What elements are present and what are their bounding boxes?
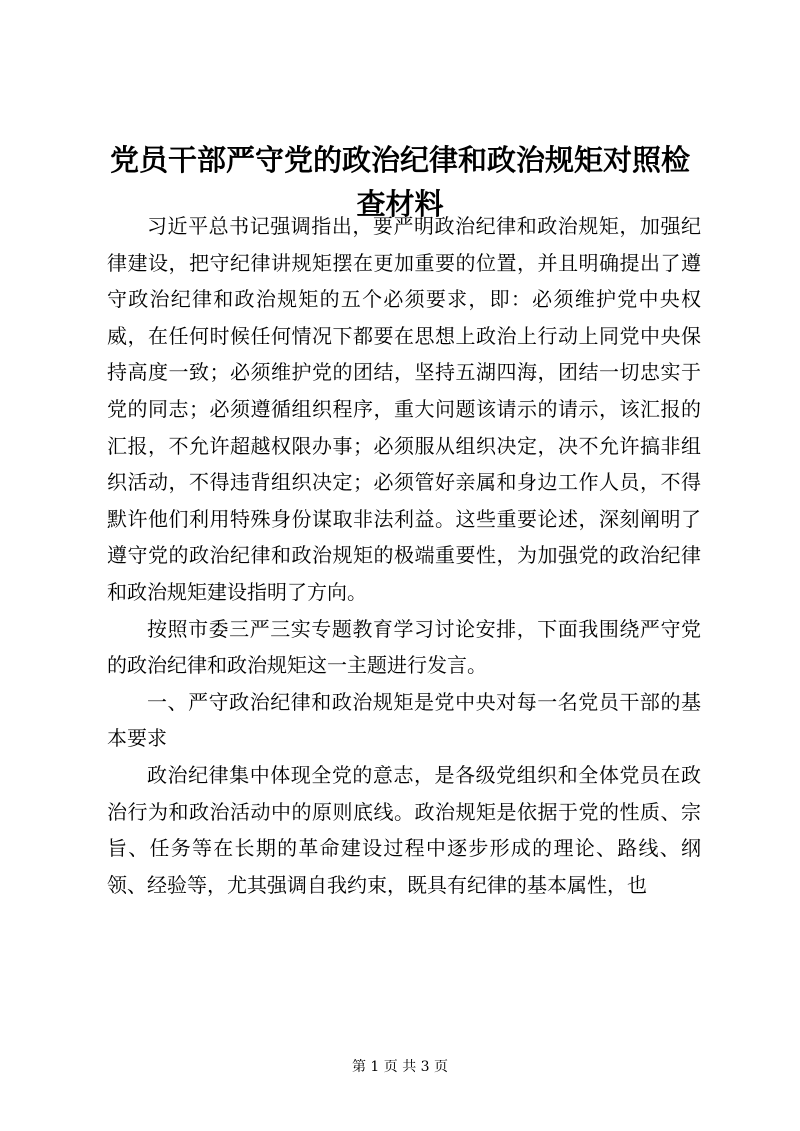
section-heading: 一、严守政治纪律和政治规矩是党中央对每一名党员干部的基本要求 (107, 689, 701, 751)
body-paragraph: 习近平总书记强调指出，要严明政治纪律和政治规矩，加强纪律建设，把守纪律讲规矩摆在更加重要的位置，并且明确提出了遵守政治纪律和政治规矩的五个必须要求，即：必须维护党中央权威，在任何时候任何情况下都要在思想上政治上行动上同党中央保持高度一致；必须维护党的团结，坚持五湖四海，团结一切忠实于党的同志；必须遵循组织程序，重大问题该请示的请示，该汇报的汇报，不允许超越权限办事；必须服从组织决定，决不允许搞非组织活动，不得违背组织决定；必须管好亲属和身边工作人员，不得默许他们利用特殊身份谋取非法利益。这些重要论述，深刻阐明了遵守党的政治纪律和政治规矩的极端重要性，为加强党的政治纪律和政治规矩建设指明了方向。 (107, 214, 701, 604)
body-paragraph: 按照市委三严三实专题教育学习讨论安排，下面我围绕严守党的政治纪律和政治规矩这一主题进行发言。 (107, 616, 701, 678)
body-paragraph: 政治纪律集中体现全党的意志，是各级党组织和全体党员在政治行为和政治活动中的原则底线。政治规矩是依据于党的性质、宗旨、任务等在长期的革命建设过程中逐步形成的理论、路线、纲领、经验等，尤其强调自我约束，既具有纪律的基本属性，也 (107, 762, 701, 897)
document-body (107, 208, 701, 903)
page-footer: 第 1 页 共 3 页 (351, 1059, 449, 1075)
document-title: 党员干部严守党的政治纪律和政治规矩对照检查材料 (109, 143, 690, 221)
